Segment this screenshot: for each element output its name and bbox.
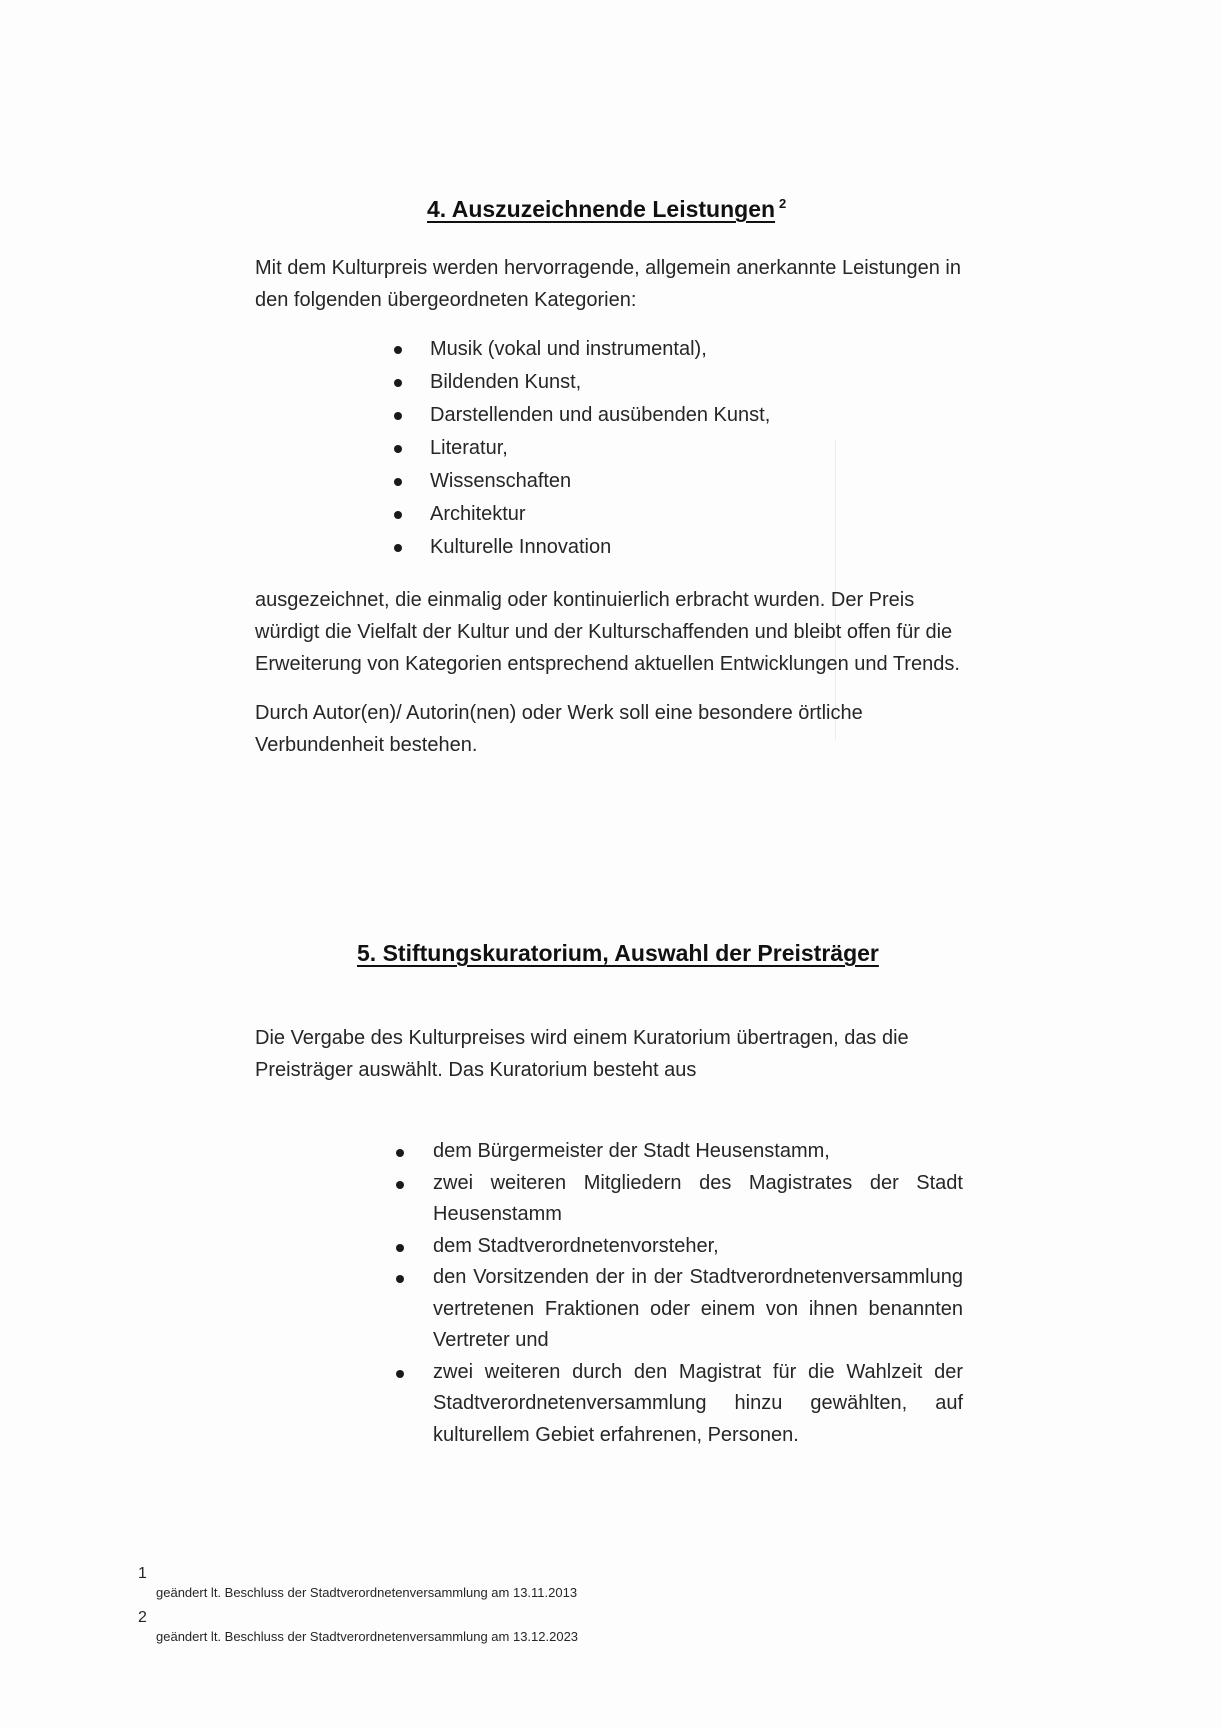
section-4-paragraph-1: ausgezeichnet, die einmalig oder kontinuierlich erbracht wurden. Der Preis würdigt die Vielfalt der Kultur und der Kulturschaffenden und bleibt offen für die Erweiterung von Kategorien entsprechend aktuellen Entwicklungen und Trends. (255, 589, 960, 675)
section-4-intro: Mit dem Kulturpreis werden hervorragende, allgemein anerkannte Leistungen in den folgenden übergeordneten Kategorien: (255, 257, 961, 311)
list-item (430, 366, 930, 399)
bullet-icon (394, 544, 402, 552)
list-item-text: Literatur, (430, 437, 508, 459)
list-item-text: zwei weiteren Mitgliedern des Magistrates der Stadt Heusenstamm (433, 1171, 963, 1225)
bullet-icon (394, 379, 402, 387)
list-item-text: Darstellenden und ausübenden Kunst, (430, 404, 771, 426)
list-item (430, 432, 930, 465)
footnote-1 (138, 1566, 738, 1610)
list-item (433, 1136, 963, 1168)
section-4-footnote-ref: 2 (779, 196, 787, 212)
bullet-icon (394, 478, 402, 486)
footnotes (138, 1566, 738, 1654)
bullet-icon (396, 1370, 404, 1378)
bullet-icon (394, 511, 402, 519)
section-4-heading-text: 4. Auszuzeichnende Leistungen (427, 196, 776, 222)
bullet-icon (394, 412, 402, 420)
list-item-text: Musik (vokal und instrumental), (430, 338, 707, 360)
list-item-text: Kulturelle Innovation (430, 536, 612, 558)
footnote-2 (138, 1610, 738, 1654)
bullet-icon (396, 1181, 404, 1189)
section-5-heading: 5. Stiftungskuratorium, Auswahl der Preisträger (357, 940, 879, 966)
list-item (433, 1231, 963, 1263)
list-item-text: dem Bürgermeister der Stadt Heusenstamm, (433, 1140, 830, 1162)
list-item (430, 498, 930, 531)
list-item-text: Wissenschaften (430, 470, 572, 492)
list-item (433, 1168, 963, 1231)
footnote-number: 2 (138, 1609, 147, 1626)
footnote-text: geändert lt. Beschluss der Stadtverordnetenversammlung am 13.11.2013 (156, 1585, 578, 1600)
bullet-icon (396, 1149, 404, 1157)
bullet-icon (396, 1275, 404, 1283)
list-item (430, 465, 930, 498)
bullet-icon (396, 1244, 404, 1252)
kuratorium-member-list (433, 1136, 963, 1451)
section-4-paragraph-2: Durch Autor(en)/ Autorin(nen) oder Werk soll eine besondere örtliche Verbundenheit bestehen. (255, 702, 863, 756)
list-item-text: zwei weiteren durch den Magistrat für die Wahlzeit der Stadtverordnetenversammlung hinzu gewählten, auf kulturellem Gebiet erfahrenen, Personen. (433, 1360, 963, 1446)
list-item (430, 399, 930, 432)
list-item (430, 531, 930, 564)
list-item-text: Bildenden Kunst, (430, 371, 582, 393)
bullet-icon (394, 445, 402, 453)
section-4-heading (427, 196, 786, 223)
list-item-text: dem Stadtverordnetenvorsteher, (433, 1234, 719, 1257)
list-item-text: den Vorsitzenden der in der Stadtverordnetenversammlung vertretenen Fraktionen oder einem von ihnen benannten Vertreter und (433, 1266, 963, 1351)
list-item (433, 1357, 963, 1452)
footnote-number: 1 (138, 1565, 147, 1582)
footnote-text: geändert lt. Beschluss der Stadtverordnetenversammlung am 13.12.2023 (156, 1629, 579, 1644)
section-5-intro: Die Vergabe des Kulturpreises wird einem Kuratorium übertragen, das die Preisträger auswählt. Das Kuratorium besteht aus (255, 1027, 909, 1081)
list-item (433, 1262, 963, 1357)
list-item (430, 333, 930, 366)
list-item-text: Architektur (430, 503, 526, 525)
category-list (430, 333, 930, 564)
bullet-icon (394, 346, 402, 354)
